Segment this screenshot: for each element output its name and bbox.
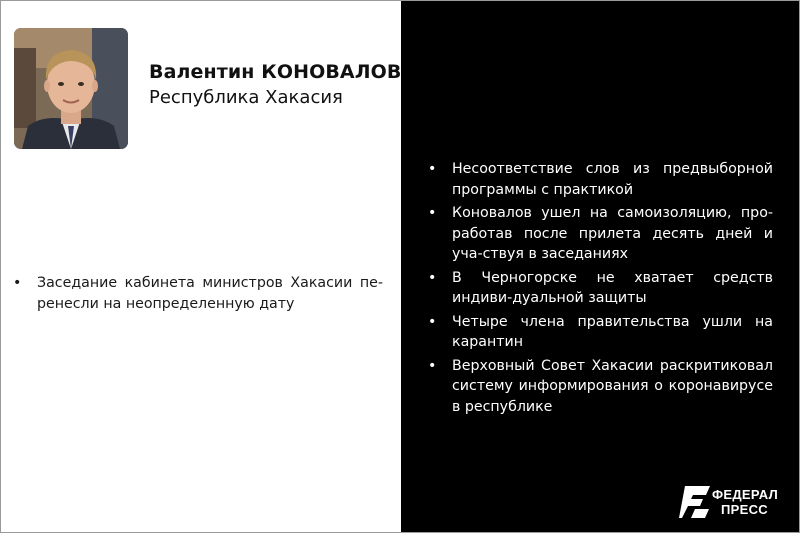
- list-item-text: В Черногорске не хватает средств индиви-дуальной защиты: [452, 269, 773, 306]
- list-item-text: Несоответствие слов из предвыборной программы с практикой: [452, 161, 773, 198]
- bullet-icon: •: [428, 205, 437, 221]
- list-item: [428, 203, 773, 265]
- right-bullet-list: [428, 159, 773, 420]
- list-item: [428, 159, 773, 200]
- person-photo: [14, 28, 128, 149]
- person-portrait-image: [14, 28, 128, 149]
- list-item: [428, 268, 773, 309]
- left-bullet-list: [13, 273, 383, 315]
- federalpress-logo: [679, 485, 789, 519]
- bullet-icon: •: [428, 161, 437, 177]
- bullet-icon: •: [428, 313, 437, 330]
- list-item-text: Четыре члена правительства ушли на карантин: [452, 313, 773, 350]
- left-panel: [1, 1, 401, 532]
- person-region: Республика Хакасия: [149, 87, 343, 108]
- logo-text-line2: ПРЕСС: [721, 502, 768, 517]
- federalpress-logo-icon: [679, 485, 711, 519]
- list-item: [428, 356, 773, 418]
- list-item-text: Заседание кабинета министров Хакасии пе-ренесли на неопределенную дату: [37, 275, 383, 312]
- bullet-icon: •: [428, 357, 437, 374]
- list-item-text: Коновалов ушел на самоизоляцию, про-работав после прилета десять дней и уча-ствуя в заседаниях: [452, 205, 773, 262]
- person-name: Валентин КОНОВАЛОВ: [149, 61, 402, 83]
- list-item-text: Верховный Совет Хакасии раскритиковал систему информирования о коронавирусе в республике: [452, 357, 773, 415]
- bullet-icon: •: [428, 269, 437, 286]
- list-item: [13, 273, 383, 315]
- bullet-icon: •: [13, 275, 22, 291]
- logo-text-line1: ФЕДЕРАЛ: [712, 487, 778, 502]
- list-item: [428, 312, 773, 353]
